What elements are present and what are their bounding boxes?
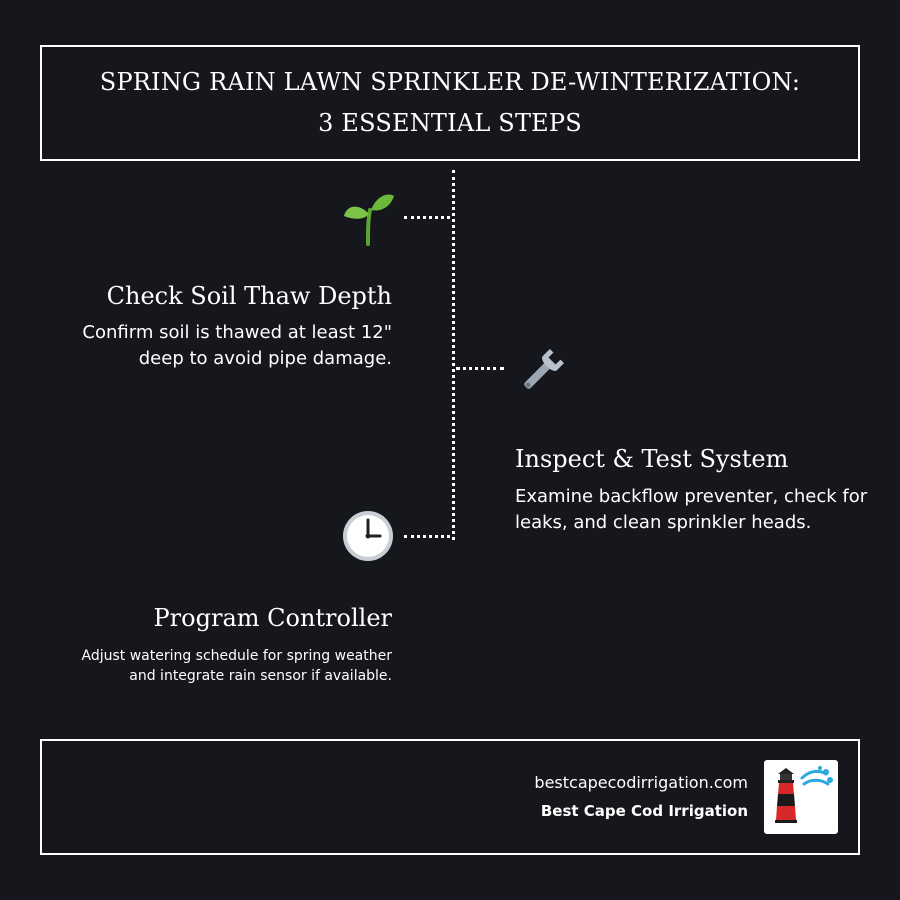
footer [40, 739, 860, 855]
company-name: Best Cape Cod Irrigation [540, 802, 748, 820]
title-banner [40, 45, 860, 161]
step-3-title: Program Controller [153, 604, 392, 632]
wrench-icon [512, 345, 568, 401]
timeline-line [452, 170, 455, 540]
step-3-description: Adjust watering schedule for spring weather and integrate rain sensor if available. [81, 648, 392, 684]
step-1-title: Check Soil Thaw Depth [106, 282, 392, 310]
step-2-description: Examine backflow preventer, check for leaks, and clean sprinkler heads. [515, 486, 868, 533]
website-url[interactable]: bestcapecodirrigation.com [534, 773, 748, 792]
lighthouse-logo-icon [764, 760, 838, 834]
page-title: SPRING RAIN LAWN SPRINKLER DE-WINTERIZATION: 3 ESSENTIAL STEPS [99, 68, 801, 137]
clock-icon [340, 508, 396, 564]
connector-step-3 [404, 535, 450, 538]
seedling-icon [340, 190, 396, 246]
step-2-title: Inspect & Test System [515, 445, 789, 473]
connector-step-2 [456, 367, 504, 370]
connector-step-1 [404, 216, 450, 219]
step-1-description: Confirm soil is thawed at least 12" deep to avoid pipe damage. [82, 322, 392, 369]
